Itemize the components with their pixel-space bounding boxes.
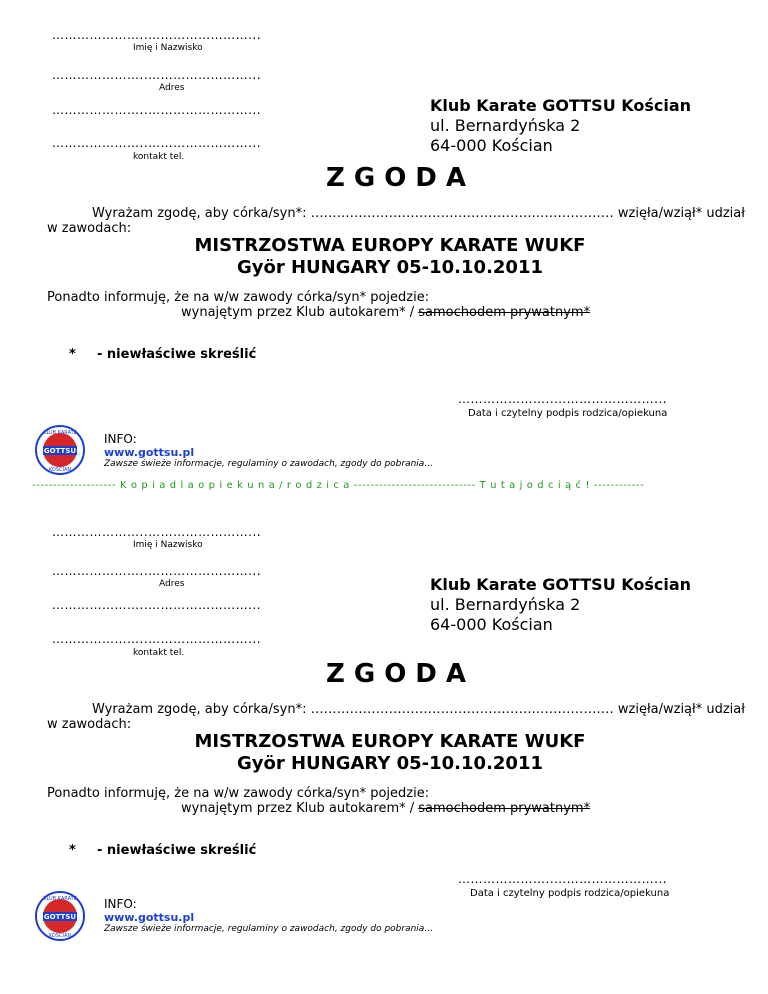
info-link[interactable]: www.gottsu.pl	[104, 446, 195, 459]
club-street: ul. Bernardyńska 2	[430, 595, 581, 614]
travel-option-car: samochodem prywatnym*	[418, 305, 591, 320]
info-link[interactable]: www.gottsu.pl	[104, 911, 195, 924]
footnote-star: *	[69, 843, 76, 858]
travel-line-1: Ponadto informuję, że na w/w zawody córka/syn* pojedzie:	[47, 290, 430, 305]
club-street: ul. Bernardyńska 2	[430, 116, 581, 135]
signature-dots[interactable]: …………………..……………………...	[458, 392, 668, 406]
event-place-date: Györ HUNGARY 05-10.10.2011	[236, 753, 544, 774]
address-dots[interactable]: …………………..……………………...	[52, 564, 262, 578]
event-place-date: Györ HUNGARY 05-10.10.2011	[236, 257, 544, 278]
info-label: INFO:	[104, 432, 137, 446]
event-name: MISTRZOSTWA EUROPY KARATE WUKF	[194, 731, 586, 752]
name-dots[interactable]: …………………..……………………...	[52, 525, 262, 539]
signature-dots[interactable]: …………………..……………………...	[458, 872, 668, 886]
phone-dots[interactable]: …………………..……………………...	[52, 632, 262, 646]
logo-bottom-text: KOŚCIAN	[48, 933, 72, 939]
phone-label: kontakt tel.	[133, 648, 185, 658]
logo-top-text: KLUB KARATE	[43, 896, 77, 902]
club-logo	[35, 425, 85, 475]
cut-line: -------------------- K o p i a d l a o p i e k u n a / r o d z i c a ----------------------------- T u t a j o d c i ą ć ! ------------	[32, 480, 645, 491]
consent-line: Wyrażam zgodę, aby córka/syn*: …………………………………………….……………… wzięła/wziął* udział	[92, 702, 745, 717]
address-label: Adres	[159, 579, 185, 589]
footnote-text: - niewłaściwe skreślić	[97, 347, 257, 362]
club-address	[430, 96, 691, 156]
signature-label: Data i czytelny podpis rodzica/opiekuna	[470, 888, 670, 899]
club-name: Klub Karate GOTTSU Kościan	[430, 96, 692, 115]
name-label: Imię i Nazwisko	[133, 540, 203, 550]
info-note: Zawsze świeże informacje, regulaminy o zawodach, zgody do pobrania…	[104, 924, 434, 934]
phone-dots[interactable]: …………………..……………………...	[52, 136, 262, 150]
event-heading	[150, 731, 630, 775]
club-address	[430, 575, 691, 635]
event-name: MISTRZOSTWA EUROPY KARATE WUKF	[194, 235, 586, 256]
travel-option-car: samochodem prywatnym*	[418, 801, 591, 816]
consent-line-2: w zawodach:	[47, 221, 132, 236]
address-dots[interactable]: …………………..……………………...	[52, 68, 262, 82]
logo-bottom-text: KOŚCIAN	[48, 467, 72, 473]
phone-label: kontakt tel.	[133, 152, 185, 162]
logo-center-text: GOTTSU	[43, 913, 77, 921]
info-note: Zawsze świeże informacje, regulaminy o zawodach, zgody do pobrania…	[104, 459, 434, 469]
travel-line-1: Ponadto informuję, że na w/w zawody córka/syn* pojedzie:	[47, 786, 430, 801]
logo-center-text: GOTTSU	[43, 447, 77, 455]
address-line2-dots[interactable]: …………………..……………………...	[52, 598, 262, 612]
travel-option-bus: wynajętym przez Klub autokarem* /	[181, 801, 419, 816]
form-title: ZGODA	[326, 163, 475, 193]
club-logo	[35, 891, 85, 941]
club-name: Klub Karate GOTTSU Kościan	[430, 575, 692, 594]
consent-line-2: w zawodach:	[47, 717, 132, 732]
travel-option-bus: wynajętym przez Klub autokarem* /	[181, 305, 419, 320]
logo-top-text: KLUB KARATE	[43, 430, 77, 436]
signature-label: Data i czytelny podpis rodzica/opiekuna	[468, 408, 668, 419]
club-city: 64-000 Kościan	[430, 136, 553, 155]
consent-line: Wyrażam zgodę, aby córka/syn*: …………………………………………….……………… wzięła/wziął* udział	[92, 206, 745, 221]
info-label: INFO:	[104, 897, 137, 911]
form-title: ZGODA	[326, 659, 475, 689]
name-dots[interactable]: …………………..……………………...	[52, 28, 262, 42]
travel-line-2	[181, 305, 590, 320]
name-label: Imię i Nazwisko	[133, 43, 203, 53]
event-heading	[150, 235, 630, 279]
address-line2-dots[interactable]: …………………..……………………...	[52, 103, 262, 117]
address-label: Adres	[159, 83, 185, 93]
footnote-star: *	[69, 347, 76, 362]
footnote-text: - niewłaściwe skreślić	[97, 843, 257, 858]
travel-line-2	[181, 801, 590, 816]
club-city: 64-000 Kościan	[430, 615, 553, 634]
